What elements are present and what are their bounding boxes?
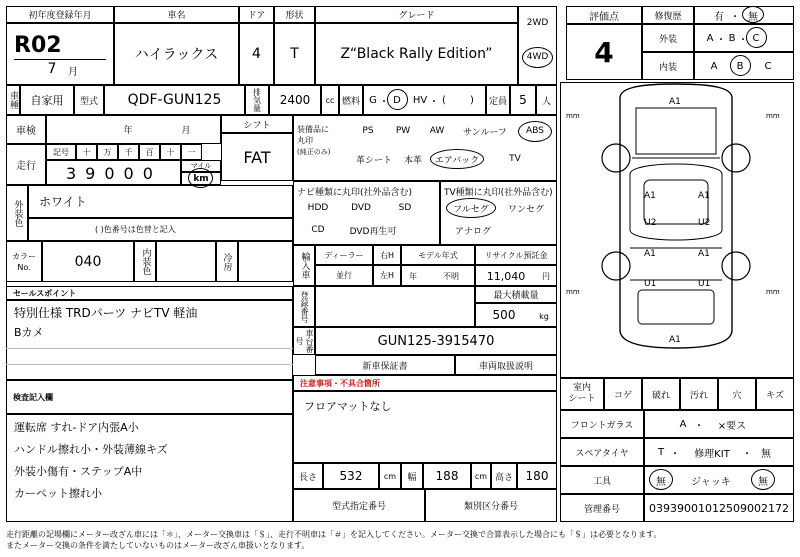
mileage-d-man: 万 — [97, 144, 118, 160]
interior-grade-label: 内装 — [642, 52, 694, 80]
inspector-label: 検査記入欄 — [6, 380, 293, 414]
equipment-label: 装備品に 丸印 — [297, 125, 329, 145]
svg-text:U2: U2 — [644, 218, 657, 228]
height-value: 180 — [517, 463, 557, 489]
fuel-hv: HV — [412, 94, 428, 106]
col-kizu: キズ — [756, 378, 794, 410]
chassis-label — [293, 327, 315, 355]
equipment-sub: (純正のみ) — [297, 148, 331, 156]
reg-month-label: 月 — [68, 66, 78, 78]
car-name-value: ハイラックス — [114, 23, 239, 85]
width-unit: cm — [471, 463, 491, 489]
svg-text:mm: mm — [566, 288, 580, 296]
tv-fullseg-circle — [446, 198, 496, 218]
svg-text:mm: mm — [766, 288, 780, 296]
max-load-unit: kg — [539, 311, 549, 321]
svg-text:A1: A1 — [644, 191, 656, 201]
col-ana: 穴 — [718, 378, 756, 410]
sales-label: セールスポイント — [6, 286, 293, 300]
model-year-label: モデル年式 — [401, 245, 475, 265]
shape-label: 形状 — [274, 6, 315, 23]
new-car-warranty: 新車保証書 — [315, 355, 455, 375]
import-parallel: 並行 — [315, 265, 373, 286]
equip-tv: TV — [509, 154, 521, 164]
interior-seat-label: 室内 シート — [560, 378, 604, 410]
capacity-unit: 人 — [536, 85, 557, 115]
reg-date-label: 初年度登録年月 — [6, 6, 114, 23]
score-title: 評価点 — [566, 6, 642, 24]
import-dealer: ディーラー — [315, 245, 373, 265]
import-left-hand: 左H — [373, 265, 401, 286]
car-name-label: 車名 — [114, 6, 239, 23]
tv-fullseg: フルセグ — [453, 204, 489, 215]
int-c: C — [764, 60, 772, 72]
mileage-d-hyaku: 百 — [139, 144, 160, 160]
height-label: 高さ — [491, 463, 517, 489]
chassis-label-text: 車台番号 — [295, 329, 314, 353]
mileage-d-ju: 十 — [160, 144, 181, 160]
fuel-sep1: ・ — [379, 96, 389, 108]
floormat-note: フロアマットなし — [293, 391, 557, 463]
col-yogore: 汚れ — [680, 378, 718, 410]
mileage-kigou-label: 記号 — [46, 144, 76, 160]
repair-no: 無 — [748, 11, 758, 23]
svg-text:A1: A1 — [698, 249, 710, 259]
footer-note — [6, 529, 766, 551]
reg-month-value: 7 — [47, 61, 57, 77]
equip-leather-seat: 革シート — [355, 155, 392, 166]
spare-tire-kit: 修理KIT — [694, 448, 730, 460]
interior-color-label-text: 内装色 — [140, 248, 151, 275]
model-value: QDF-GUN125 — [104, 85, 245, 115]
color-no-label: カラー No. — [6, 241, 42, 282]
equip-ps: PS — [362, 126, 374, 136]
svg-text:mm: mm — [766, 112, 780, 120]
drive-4wd: 4WD — [526, 52, 549, 62]
shift-value: FAT — [221, 133, 293, 181]
interior-color-label — [134, 241, 156, 282]
reg-year: R02 — [14, 32, 62, 58]
exterior-color-value: ホワイト — [28, 185, 293, 218]
jack-none-circle — [751, 469, 775, 490]
width-value: 188 — [423, 463, 471, 489]
displacement-label — [245, 85, 269, 115]
equip-abs: ABS — [526, 126, 544, 136]
tv-oneseg: ワンセグ — [507, 204, 544, 215]
col-yabure: 破れ — [642, 378, 680, 410]
length-value: 532 — [323, 463, 379, 489]
fuel-g: G — [369, 94, 377, 106]
management-number-label: 管理番号 — [560, 494, 644, 522]
footer-line-2: またメーター交換の条件を満たしていないものはメーター改ざん車扱いとなります。 — [6, 541, 310, 550]
inspector-line-3: 外装小傷有・ステップA中 — [14, 465, 143, 478]
svg-text:U1: U1 — [698, 279, 711, 289]
svg-text:A1: A1 — [644, 249, 656, 259]
import-right-hand: 右H — [373, 245, 401, 265]
model-year-unit: 年 — [409, 271, 417, 281]
exterior-color-label — [6, 185, 28, 241]
car-diagram — [560, 80, 793, 345]
jack-label: ジャッキ — [691, 476, 731, 488]
door-value: 4 — [239, 23, 274, 85]
navi-cd: CD — [311, 225, 325, 235]
displacement-label-text: 排気量 — [252, 88, 262, 112]
svg-text:A1: A1 — [669, 335, 681, 345]
shape-value: T — [274, 23, 315, 85]
recycle-unit: 円 — [542, 271, 550, 281]
svg-text:mm: mm — [566, 112, 580, 120]
ext-a: A — [706, 32, 714, 44]
fuel-paren-close: ) — [470, 94, 474, 106]
cooler-label-text: 冷房 — [221, 252, 232, 271]
interior-color-value — [156, 241, 216, 282]
repair-history-label: 修復歴 — [642, 6, 694, 24]
reg-number-value — [315, 286, 475, 327]
drive-4wd-circle — [522, 47, 553, 68]
cooler-value — [238, 241, 293, 282]
length-unit: cm — [379, 463, 401, 489]
navi-label: ナビ種類に丸印(社外品含む) — [297, 187, 413, 198]
mileage-value: 39000 — [66, 163, 162, 183]
model-year-unknown: 不明 — [443, 271, 459, 281]
navi-dvd-play: DVD再生可 — [349, 226, 397, 237]
mileage-label: 走行 — [6, 144, 46, 185]
equip-pw: PW — [395, 126, 411, 136]
recycle-label: リサイクル預託金 — [475, 245, 557, 265]
caution-label: 注意事項・不具合箇所 — [293, 375, 557, 391]
fuel-d: D — [393, 94, 401, 106]
width-label: 幅 — [401, 463, 423, 489]
ext-c-circle — [746, 27, 767, 48]
fuel-sep2: ・ — [429, 96, 439, 108]
front-glass-x: ×要ス — [717, 420, 747, 432]
mileage-d-ju-man: 十 — [76, 144, 97, 160]
ext-c: C — [752, 32, 760, 44]
spare-tire-sep2: ・ — [742, 448, 752, 460]
owners-manual: 車両取扱説明 — [455, 355, 557, 375]
mileage-d-sen: 千 — [118, 144, 139, 160]
int-b-circle — [730, 55, 751, 76]
chassis-value: GUN125-3915470 — [315, 327, 557, 355]
equip-abs-circle — [518, 121, 552, 142]
svg-text:A1: A1 — [698, 191, 710, 201]
fuel-label: 燃料 — [339, 85, 363, 115]
inspection-year-label: 年 — [123, 125, 133, 136]
color-no-value: 040 — [42, 241, 134, 282]
drive-2wd: 2WD — [526, 18, 549, 28]
import-label — [293, 245, 315, 286]
length-label: 長さ — [293, 463, 323, 489]
exterior-color-note: ( )色番号は色替と記入 — [28, 218, 293, 241]
front-glass-sep: ・ — [694, 420, 704, 432]
navi-dvd: DVD — [351, 203, 371, 213]
car-diagram-svg — [560, 80, 793, 376]
inspector-line-2: ハンドル擦れ小・外装薄線キズ — [14, 443, 168, 456]
sales-line1: 特別仕様 TRDパーツ ナビTV 軽油 — [14, 305, 198, 320]
sales-line2: Bカメ — [14, 326, 44, 339]
repair-no-circle — [742, 6, 764, 23]
equip-airbag: エアバック — [434, 155, 480, 166]
mileage-unit-km: km — [181, 172, 221, 185]
navi-sd: SD — [398, 203, 412, 213]
displacement-unit: cc — [321, 85, 339, 115]
grade-value: Z“Black Rally Edition” — [315, 23, 518, 85]
management-number-value: 03939001012509002172 — [644, 494, 794, 522]
inspection-month-label: 月 — [181, 125, 191, 136]
spare-tire-none: 無 — [761, 448, 771, 460]
repair-yes: 有 — [714, 11, 724, 23]
tv-label: TV種類に丸印(社外品含む) — [444, 187, 553, 198]
displacement-value: 2400 — [269, 85, 321, 115]
shift-label: シフト — [221, 115, 293, 133]
model-designation-label: 型式指定番号 — [293, 489, 425, 522]
equip-aw: AW — [429, 126, 445, 136]
door-label: ドア — [239, 6, 274, 23]
svg-text:U2: U2 — [698, 218, 711, 228]
max-load-value: 500 — [492, 308, 516, 322]
import-label-text: 輸入車 — [299, 252, 310, 279]
grade-label: グレード — [315, 6, 518, 23]
inspector-line-1: 運転席 すれ-ドア内張A小 — [14, 421, 139, 434]
cooler-label — [216, 241, 238, 282]
class-division-label: 類別区分番号 — [425, 489, 557, 522]
max-load-label: 最大積載量 — [475, 286, 557, 303]
mileage-d-ichi: 一 — [181, 144, 202, 160]
ext-sep1: ・ — [716, 34, 726, 46]
usage-label — [6, 85, 20, 115]
navi-hdd: HDD — [307, 203, 329, 213]
equip-sunroof: サンルーフ — [463, 127, 507, 138]
tools-none-circle — [649, 469, 673, 490]
mileage-unit-mile: マイル — [181, 160, 221, 172]
col-koge: コゲ — [604, 378, 642, 410]
tools-label: 工具 — [560, 466, 644, 494]
model-label: 型式 — [74, 85, 104, 115]
reg-number-label-text: 登録番号 — [300, 290, 309, 323]
ext-sep2: ・ — [738, 34, 748, 46]
int-a: A — [710, 60, 718, 72]
int-b: B — [736, 60, 744, 72]
exterior-grade-label: 外装 — [642, 24, 694, 52]
front-glass-label: フロントガラス — [560, 410, 644, 438]
inspection-label: 車検 — [6, 115, 46, 144]
footer-line-1: 走行距離の記場欄にメーター改ざん車には「＊」、メーター交換車は「＄」、走行不明車は「＃」を記入してください。メーター交換で合算表示した場合にも「＄」は必要となります。 — [6, 530, 662, 539]
tools-none: 無 — [656, 476, 666, 488]
tv-analog: アナログ — [454, 226, 491, 237]
usage-label-text: 車種 — [8, 91, 18, 109]
svg-text:A1: A1 — [669, 97, 681, 107]
reg-number-label — [293, 286, 315, 327]
spare-tire-sep1: ・ — [670, 448, 680, 460]
svg-text:U1: U1 — [644, 279, 657, 289]
capacity-value: 5 — [510, 85, 536, 115]
recycle-value: 11,040 — [486, 269, 526, 283]
equip-airbag-circle — [430, 149, 484, 169]
spare-tire-t: T — [657, 446, 665, 458]
spare-tire-label: スペアタイヤ — [560, 438, 644, 466]
usage-value: 自家用 — [20, 85, 74, 115]
repair-sep: ・ — [730, 11, 740, 23]
front-glass-a: A — [679, 418, 687, 430]
equip-genuine-leather: 本革 — [403, 155, 422, 166]
fuel-paren-open: ( — [442, 94, 446, 106]
capacity-label: 定員 — [486, 85, 510, 115]
fuel-d-circle — [387, 89, 408, 110]
score-value: 4 — [566, 24, 642, 80]
ext-b: B — [728, 32, 736, 44]
inspector-line-4: カーペット擦れ小 — [14, 487, 102, 500]
jack-none: 無 — [758, 476, 768, 488]
exterior-color-label-text: 外装色 — [12, 199, 23, 227]
